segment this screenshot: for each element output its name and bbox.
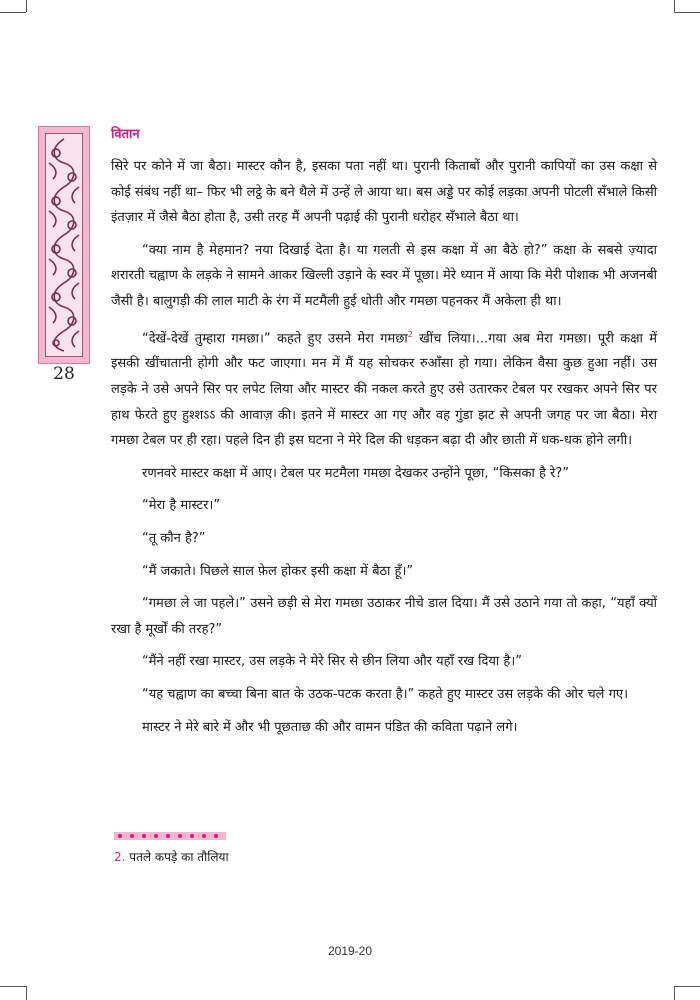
paragraph-1: सिरे पर कोने में जा बैठा। मास्टर कौन है, इसका पता नहीं था। पुरानी किताबों और पुरानी कापियों का उस कक्षा से कोई संबंध नहीं था– फिर भी लट्ठे के बने थैले में उन्हें ले आया था। बस अड्डे पर कोई लड़का अपनी पोटली सँभाले किसी इंतज़ार में जैसे बैठा होता है, उसी तरह मैं अपनी पढ़ाई की पुरानी धरोहर सँभाले बैठा था। bbox=[111, 159, 657, 226]
crop-mark-top-left-h bbox=[0, 12, 26, 13]
crop-mark-bottom-left-v bbox=[26, 986, 27, 1000]
footer-year: 2019-20 bbox=[327, 944, 373, 958]
paragraph-3-before: “देखें-देखें तुम्हारा गमछा।” कहते हुए उसने मेरा गमछा bbox=[142, 330, 408, 346]
footnote-reference: 2 bbox=[407, 329, 413, 339]
paragraph-9: “मैंने नहीं रखा मास्टर, उस लड़के ने मेरे सिर से छीन लिया और यहाँ रख दिया है।” bbox=[142, 654, 522, 670]
crop-mark-bottom-right-v bbox=[674, 986, 675, 1000]
footnote-text: पतले कपड़े का तौलिया bbox=[129, 850, 229, 864]
paragraph-3-after: खींच लिया।...गया अब मेरा गमछा। पूरी कक्षा में इसकी खींचातानी होगी और फट जाएगा। मन में मैं यह सोचकर रुआँसा हो गया। लेकिन वैसा कुछ हुआ नहीं। उस लड़के ने उसे अपने सिर पर लपेट लिया और मास्टर की नकल करते हुए उसे उतारकर टेबल पर रखकर अपने सिर पर हाथ फेरते हुए हुश्शऽऽ की आवाज़ की। इतने में मास्टर आ गए और वह गुंडा झट से अपनी जगह पर जा बैठा। मेरा गमछा टेबल पर ही रहा। पहले दिन ही इस घटना ने मेरे दिल की धड़कन बढ़ा दी और छाती में धक-धक होने लगी। bbox=[111, 330, 658, 449]
crop-mark-bottom-left-h bbox=[0, 986, 26, 987]
paragraph-5: “मेरा है मास्टर।” bbox=[142, 498, 221, 514]
footnote-ornament-rule-icon bbox=[114, 830, 226, 842]
paragraph-7: “मैं जकाते। पिछले साल फ़ेल होकर इसी कक्षा में बैठा हूँ।” bbox=[142, 563, 414, 579]
paragraph-6: “तू कौन है?” bbox=[142, 531, 206, 547]
paragraph-8: “गमछा ले जा पहले।” उसने छड़ी से मेरा गमछा उठाकर नीचे डाल दिया। मैं उसे उठाने गया तो कहा, “यहाँ क्यों रखा है मूर्खों की तरह?” bbox=[111, 596, 657, 637]
page-number: 28 bbox=[53, 364, 75, 384]
footnote bbox=[114, 848, 229, 865]
floral-scroll-icon bbox=[45, 133, 83, 357]
crop-mark-top-left-v bbox=[26, 0, 27, 12]
floral-border-ornament-icon bbox=[38, 126, 90, 364]
crop-mark-bottom-right-h bbox=[674, 986, 700, 987]
paragraph-2: “क्या नाम है मेहमान? नया दिखाई देता है। या गलती से इस कक्षा में आ बैठे हो?” कक्षा के सबसे ज़्यादा शरारती चह्वाण के लड़के ने सामने आकर खिल्ली उड़ाने के स्वर में पूछा। मेरे ध्यान में आया कि मेरी पोशाक भी अजनबी जैसी है। बालुगड़ी की लाल माटी के रंग में मटमैली हुई धोती और गमछा पहनकर मैं अकेला ही था। bbox=[111, 242, 657, 309]
paragraph-4: रणनवरे मास्टर कक्षा में आए। टेबल पर मटमैला गमछा देखकर उन्होंने पूछा, “किसका है रे?” bbox=[142, 465, 569, 481]
body-text bbox=[111, 154, 657, 747]
crop-mark-top-right-h bbox=[674, 12, 700, 13]
running-head: वितान bbox=[111, 127, 140, 142]
paragraph-11: मास्टर ने मेरे बारे में और भी पूछताछ की और वामन पंडित की कविता पढ़ाने लगे। bbox=[142, 719, 518, 735]
crop-mark-top-right-v bbox=[674, 0, 675, 12]
paragraph-10: “यह चह्वाण का बच्चा बिना बात के उठक-पटक करता है।” कहते हुए मास्टर उस लड़के की ओर चले गए। bbox=[142, 687, 629, 703]
footnote-number: 2. bbox=[114, 850, 126, 864]
paragraph-3 bbox=[111, 322, 657, 454]
